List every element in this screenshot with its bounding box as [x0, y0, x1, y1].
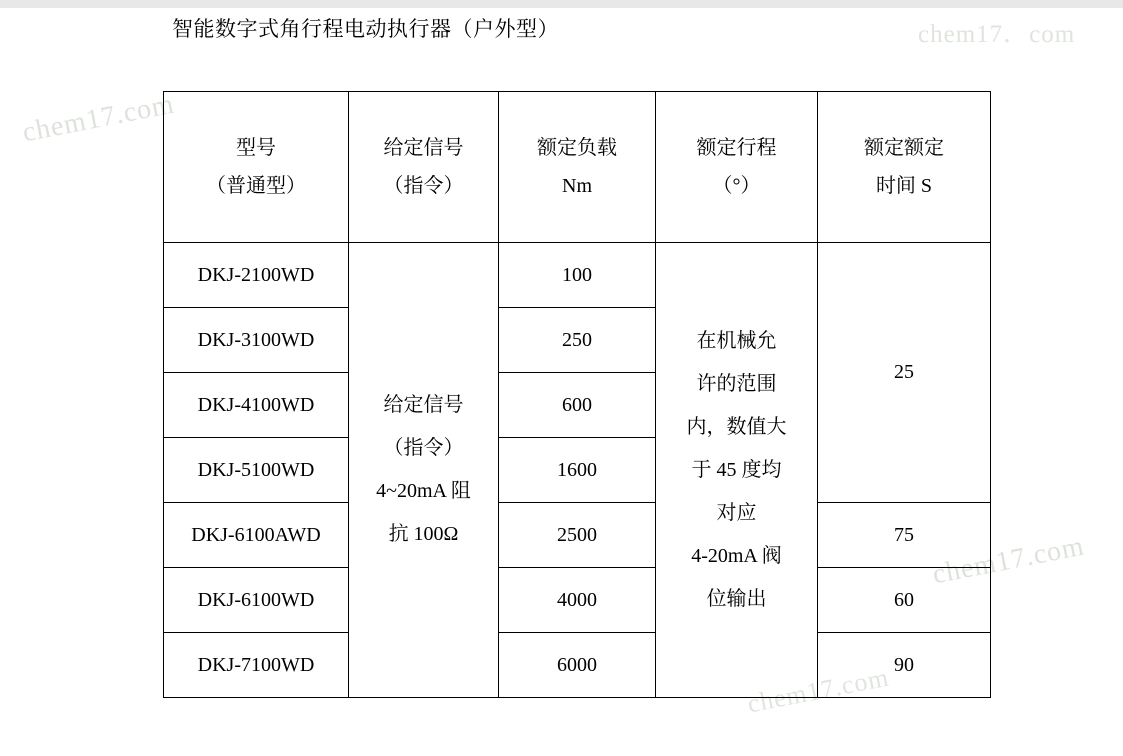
travel-line: 许的范围	[696, 372, 777, 395]
header-line-2: （指令）	[383, 175, 464, 197]
cell-time: 60	[818, 568, 991, 633]
cell-model: DKJ-5100WD	[164, 438, 349, 503]
cell-load: 600	[499, 373, 656, 438]
header-cell-signal	[349, 92, 499, 243]
header-line-2: Nm	[562, 175, 592, 197]
header-line-1: 额定负载	[537, 137, 617, 159]
table-row	[164, 633, 991, 698]
header-line-2: （°）	[712, 175, 761, 197]
signal-line: 给定信号	[383, 394, 464, 416]
table-row	[164, 243, 991, 308]
header-cell-travel	[656, 92, 818, 243]
header-cell-time	[818, 92, 991, 243]
cell-load: 2500	[499, 503, 656, 568]
travel-line: 在机械允	[696, 329, 777, 352]
travel-line: 位输出	[706, 587, 767, 610]
table-row	[164, 568, 991, 633]
page-top-strip	[0, 0, 1123, 8]
page-title: 智能数字式角行程电动执行器（户外型）	[172, 17, 559, 41]
travel-line: 4-20mA 阀	[691, 544, 782, 567]
travel-line: 内，数值大	[686, 415, 787, 438]
watermark-text: chem17.com	[745, 662, 892, 719]
travel-line: 于 45 度均	[691, 458, 782, 481]
cell-signal	[349, 243, 499, 698]
header-cell-load	[499, 92, 656, 243]
cell-time: 75	[818, 503, 991, 568]
header-line-2: （普通型）	[206, 175, 306, 197]
header-line-1: 额定行程	[696, 137, 777, 159]
cell-load: 100	[499, 243, 656, 308]
cell-load: 4000	[499, 568, 656, 633]
cell-load: 250	[499, 308, 656, 373]
header-line-1: 型号	[236, 137, 276, 159]
cell-model: DKJ-6100WD	[164, 568, 349, 633]
watermark-text: chem17．com	[918, 21, 1076, 48]
watermark-text: chem17.com	[930, 530, 1087, 591]
cell-time: 25	[818, 243, 991, 503]
cell-load: 6000	[499, 633, 656, 698]
header-cell-model	[164, 92, 349, 243]
signal-line: （指令）	[383, 437, 464, 459]
cell-model: DKJ-4100WD	[164, 373, 349, 438]
specifications-table	[163, 91, 991, 698]
table-header-row	[164, 92, 991, 243]
cell-model: DKJ-3100WD	[164, 308, 349, 373]
header-line-1: 给定信号	[383, 137, 464, 159]
signal-line: 4~20mA 阻	[376, 480, 471, 502]
travel-line: 对应	[716, 501, 757, 524]
table-row	[164, 503, 991, 568]
cell-model: DKJ-2100WD	[164, 243, 349, 308]
signal-line: 抗 100Ω	[388, 523, 459, 545]
header-line-2: 时间 S	[875, 175, 933, 197]
cell-model: DKJ-6100AWD	[164, 503, 349, 568]
cell-load: 1600	[499, 438, 656, 503]
header-line-1: 额定额定	[864, 137, 944, 159]
cell-model: DKJ-7100WD	[164, 633, 349, 698]
cell-travel	[656, 243, 818, 698]
cell-time: 90	[818, 633, 991, 698]
watermark-text: chem17.com	[20, 88, 177, 149]
